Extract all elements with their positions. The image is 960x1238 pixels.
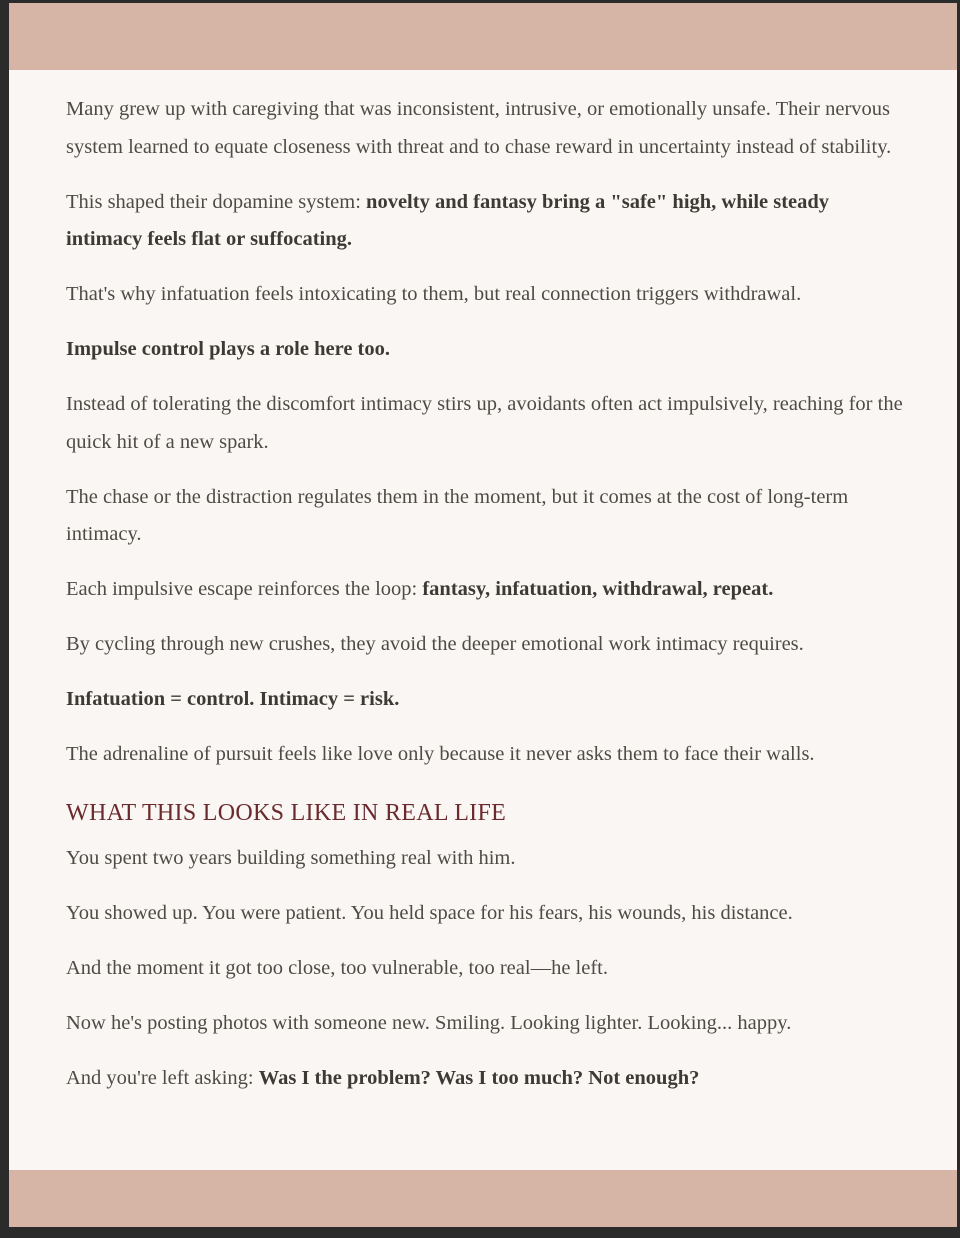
paragraph-tolerating-discomfort: Instead of tolerating the discomfort intimacy stirs up, avoidants often act impulsively, reaching for the quick hit of a new spark. — [66, 393, 903, 453]
paragraph-dopamine-lead: This shaped their dopamine system: — [66, 190, 367, 213]
paragraph-two-years: You spent two years building something real with him. — [66, 847, 516, 869]
questions-emphasis: Was I the problem? Was I too much? Not enough? — [258, 1067, 700, 1089]
impulse-control-emphasis: Impulse control plays a role here too. — [66, 338, 391, 360]
paragraph-caregiving: Many grew up with caregiving that was inconsistent, intrusive, or emotionally unsafe. Their nervous system learned to equate closeness with threat and to chase reward in uncertainty instead of stability. — [66, 98, 892, 158]
bottom-band — [9, 1170, 957, 1227]
paragraph-impulse-control — [66, 331, 906, 369]
paragraph-impulsive-escape — [66, 571, 906, 609]
paragraph-left-asking-lead: And you're left asking: — [66, 1067, 259, 1089]
paragraph-he-left: And the moment it got too close, too vulnerable, too real—he left. — [66, 957, 608, 979]
paragraph-control-risk — [66, 681, 906, 719]
article-body — [66, 91, 906, 1115]
paragraph-dopamine-emphasis: novelty and fantasy bring a "safe" high, while steady intimacy feels flat or suffocating. — [66, 190, 830, 250]
paragraph-chase-distraction: The chase or the distraction regulates them in the moment, but it comes at the cost of long-term intimacy. — [66, 485, 849, 545]
paragraph-posting-photos: Now he's posting photos with someone new. Smiling. Looking lighter. Looking... happy. — [66, 1012, 792, 1034]
paragraph-impulsive-escape-lead: Each impulsive escape reinforces the loop: — [66, 578, 423, 600]
paragraph-dopamine — [66, 184, 906, 259]
paragraph-infatuation: That's why infatuation feels intoxicating to them, but real connection triggers withdrawal. — [66, 283, 802, 305]
paragraph-new-crushes: By cycling through new crushes, they avoid the deeper emotional work intimacy requires. — [66, 633, 804, 655]
page-frame — [9, 3, 957, 1227]
paragraph-left-asking — [66, 1060, 906, 1098]
top-band — [9, 3, 957, 70]
section-heading: WHAT THIS LOOKS LIKE IN REAL LIFE — [66, 800, 507, 826]
paragraph-showed-up: You showed up. You were patient. You held space for his fears, his wounds, his distance. — [66, 902, 793, 924]
paragraph-adrenaline: The adrenaline of pursuit feels like love only because it never asks them to face their walls. — [66, 743, 815, 765]
loop-emphasis: fantasy, infatuation, withdrawal, repeat. — [422, 578, 774, 600]
control-risk-emphasis: Infatuation = control. Intimacy = risk. — [66, 688, 400, 710]
